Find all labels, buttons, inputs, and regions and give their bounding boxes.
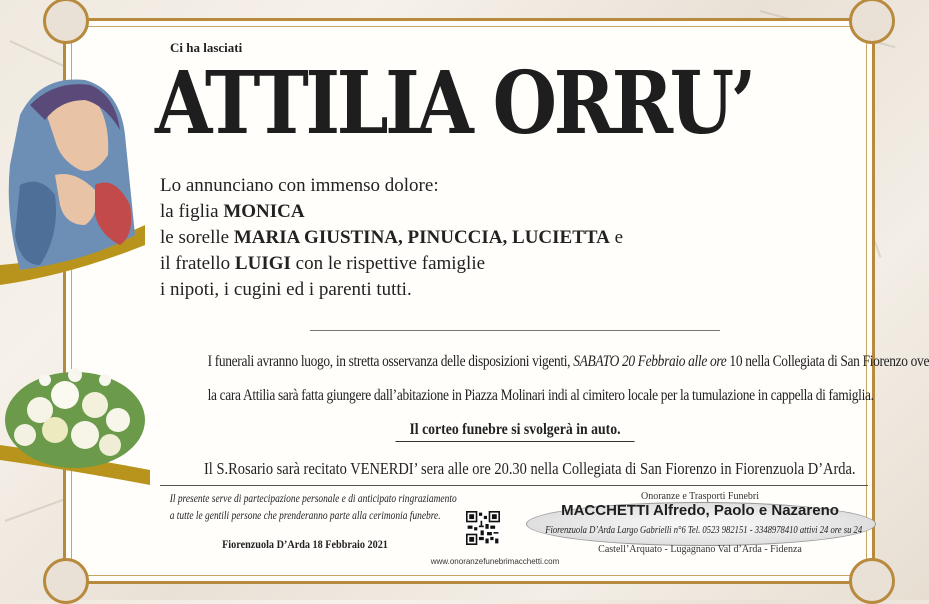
intro-text: Ci ha lasciati — [170, 40, 243, 55]
announcement-line: il fratello LUIGI con le rispettive famiglie — [160, 253, 486, 274]
announcement-line: i nipoti, i cugini ed i parenti tutti. — [160, 279, 412, 300]
agency-address: Fiorenzuola D’Arda Largo Gabrielli n°6 Tel. 0523 982151 - 3348978410 attivi 24 ore su 24 — [545, 525, 863, 536]
agency-heading: Onoranze e Trasporti Funebri — [640, 491, 760, 502]
frame-corner — [43, 558, 89, 604]
funeral-line: I funerali avranno luogo, in stretta osservanza delle disposizioni vigenti, SABATO 20 Febbraio alle ore 10 nella Collegiata di San Fiorenzo ove — [207, 353, 929, 370]
white-roses-bouquet-icon — [0, 350, 150, 485]
agency-branches: Castell’Arquato - Lugagnano Val d’Arda - Fidenza — [598, 544, 802, 555]
madonna-praying-icon — [0, 75, 145, 285]
frame-corner — [43, 0, 89, 44]
rosario-text: Il S.Rosario sarà recitato VENERDI’ sera alle ore 20.30 nella Collegiata di San Fiorenzo in Fiorenzuola D’Arda. — [204, 459, 856, 478]
qr-code-icon[interactable] — [466, 511, 500, 545]
website-link[interactable]: www.onoranzefunebrimacchetti.com — [430, 557, 560, 566]
announcement-line: la figlia MONICA — [160, 201, 305, 222]
funeral-line: la cara Attilia sarà fatta giungere dall’abitazione in Piazza Molinari indi al cimitero locale per la tumulazione in cappella di famiglia. — [207, 387, 874, 404]
announcement-line: Lo annunciano con immenso dolore: — [160, 175, 439, 196]
divider — [160, 485, 868, 486]
agency-name: MACCHETTI Alfredo, Paolo e Nazareno — [561, 502, 839, 519]
announcement — [160, 173, 760, 303]
place-date: Fiorenzuola D’Arda 18 Febbraio 2021 — [222, 537, 388, 551]
announcement-line: le sorelle MARIA GIUSTINA, PINUCCIA, LUCIETTA e — [160, 227, 624, 248]
thanks-notice: Il presente serve di partecipazione personale e di anticipato ringraziamento a tutte le gentili persone che prenderanno parte alla cerimonia funebre. — [169, 493, 457, 522]
frame-corner — [849, 0, 895, 44]
deceased-name: ATTILIA ORRU’ — [155, 53, 753, 154]
frame-corner — [849, 558, 895, 604]
funeral-details — [150, 345, 929, 413]
corteo-text: Il corteo funebre si svolgerà in auto. — [395, 421, 634, 442]
divider — [310, 330, 720, 331]
